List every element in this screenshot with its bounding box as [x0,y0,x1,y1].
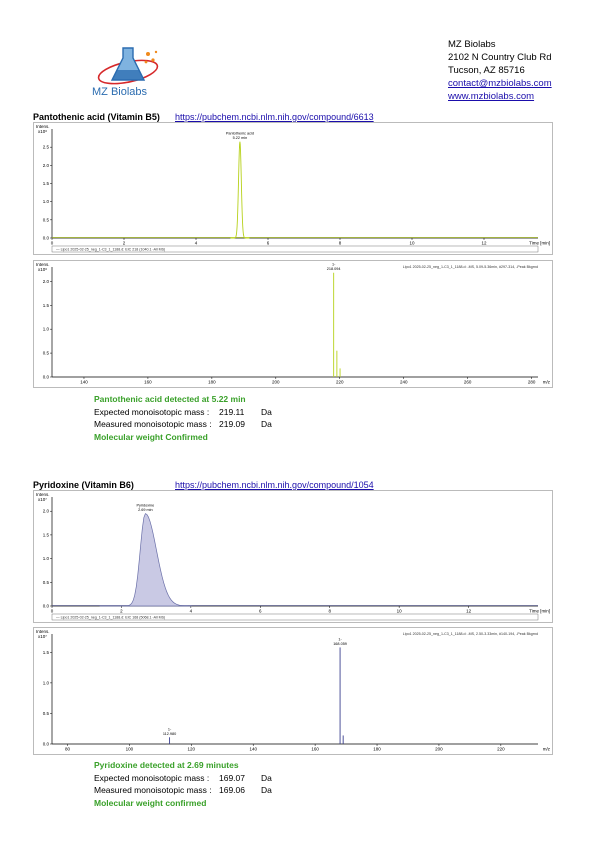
expected-mass-unit: Da [261,406,272,417]
company-website-link[interactable]: www.mzbiolabs.com [448,91,535,102]
y-axis-exponent: x10⁷ [38,497,47,502]
y-axis-label: Intens. [36,629,50,634]
y-tick-label: 1.0 [42,556,49,562]
y-tick-label: 0.5 [42,579,49,585]
peak-label-value: 5.22 min [232,136,248,141]
measured-mass-unit: Da [261,785,272,795]
chromatogram-peak [100,514,192,606]
detection-text: Pantothenic acid detected at 5.22 min [94,394,246,404]
peak-label: 1- [331,262,336,267]
pubchem-link-b5[interactable]: https://pubchem.ncbi.nlm.nih.gov/compound/6613 [175,112,374,122]
chromatogram-b6-svg [34,491,552,622]
legend-text: — Lipo1 2025-02-25_neg_1-C3_1_1188.d: EIC 168 (5068.1 -All MS) [56,615,166,620]
y-axis-exponent: x10⁶ [38,129,48,134]
x-tick-label: 10 [396,608,402,614]
y-tick-label: 1.5 [42,649,49,655]
y-tick-label: 0.0 [42,235,49,241]
x-tick-label: 160 [311,746,319,752]
y-tick-label: 2.0 [42,508,49,514]
y-tick-label: 1.0 [42,326,49,332]
y-tick-label: 0.5 [42,350,49,356]
mass-spectrum-b6 [33,627,553,755]
pubchem-link-b6[interactable]: https://pubchem.ncbi.nlm.nih.gov/compound/1054 [175,480,374,490]
x-tick-label: 220 [336,379,344,385]
x-tick-label: 140 [249,746,257,752]
logo-text: MZ Biolabs [92,86,148,98]
measured-mass-value: 219.09 [219,419,245,429]
y-axis-label: Intens. [36,124,50,129]
y-tick-label: 0.0 [42,741,49,747]
x-tick-label: 280 [527,379,536,385]
company-address-line2: Tucson, AZ 85716 [448,65,525,76]
y-tick-label: 1.5 [42,302,49,308]
legend-text: Lipo1 2025-02-25_neg_1-C3_1_1188.d: -MS, 5.09-5.36min, #297-314, -Peak Bkgrnd [402,265,538,269]
peak-label: 1- [338,637,342,642]
x-tick-label: 2 [122,240,126,246]
x-axis-label: m/z [542,379,550,385]
x-tick-label: 240 [399,379,408,385]
x-tick-label: 12 [466,608,472,614]
peak-label: Pantothenic acid [225,131,254,136]
x-tick-label: 220 [497,746,505,752]
peak-label-value: 112.980 [162,731,177,736]
peak-label-value: 2.69 min [138,508,153,513]
x-tick-label: 6 [266,240,270,246]
company-info [448,38,552,103]
chromatogram-b6 [33,490,553,623]
peak-label-value: 218.094 [326,267,341,272]
x-tick-label: 6 [259,608,262,614]
section-title-b6: Pyridoxine (Vitamin B6) [33,480,134,490]
x-tick-label: 4 [189,608,193,614]
y-tick-label: 0.0 [42,374,49,380]
x-axis-label: Time [min] [529,608,550,614]
mass-spectrum-b5-svg [34,261,552,387]
x-tick-label: 10 [409,240,415,246]
chromatogram-b5 [33,122,553,255]
x-axis-label: m/z [542,746,550,752]
expected-mass-value: 219.11 [219,406,245,417]
y-tick-label: 2.0 [42,278,49,284]
y-axis-label: Intens. [36,262,50,267]
y-tick-label: 2.0 [42,162,49,168]
y-tick-label: 0.5 [42,710,49,716]
x-tick-label: 120 [187,746,196,752]
y-tick-label: 2.5 [42,144,49,150]
x-tick-label: 260 [463,379,472,385]
y-axis-exponent: x10⁶ [38,267,48,272]
y-axis-exponent: x10⁷ [38,634,47,639]
mass-spectrum-b5 [33,260,553,388]
company-email-link[interactable]: contact@mzbiolabs.com [448,78,552,89]
x-tick-label: 4 [194,240,198,246]
y-tick-label: 1.5 [42,181,49,186]
section-title-b5: Pantothenic acid (Vitamin B5) [33,112,160,122]
x-tick-label: 0 [50,240,54,246]
measured-mass-value: 169.06 [219,785,245,795]
expected-mass-value: 169.07 [219,772,245,783]
chromatogram-peak [230,142,249,238]
x-tick-label: 140 [80,379,88,385]
x-tick-label: 2 [120,608,123,614]
legend-text: — Lipo1 2025-02-25_neg_1-C3_1_1188.d: EIC 218 (1040.1 -All MS) [56,247,166,252]
mass-spectrum-b6-svg [34,628,552,754]
peak-label-value: 168.059 [333,641,347,646]
confirmation-text: Molecular weight confirmed [94,797,207,808]
y-tick-label: 1.0 [42,199,49,205]
x-tick-label: 200 [435,746,443,752]
legend-text: Lipo1 2025-02-25_neg_1-C3_1_1188.d: -MS, 2.50-3.33min, #140-194, -Peak Bkgrnd [402,632,538,636]
chromatogram-b5-svg [34,123,552,254]
y-axis-label: Intens. [36,492,50,497]
peak-label: Pyridoxine [136,503,155,508]
detection-text: Pyridoxine detected at 2.69 minutes [94,760,239,770]
x-tick-label: 160 [144,379,152,385]
confirmation-text: Molecular weight Confirmed [94,431,208,442]
y-tick-label: 1.5 [42,532,49,538]
y-tick-label: 0.0 [42,603,49,609]
peak-label: 1- [167,727,172,732]
x-tick-label: 100 [125,746,134,752]
measured-mass-label: Measured monoisotopic mass : [94,419,212,429]
x-tick-label: 12 [481,240,487,246]
x-tick-label: 200 [272,379,280,385]
x-tick-label: 180 [373,746,381,752]
result-block-b5 [94,393,272,443]
expected-mass-unit: Da [261,772,272,783]
company-address-line1: 2102 N Country Club Rd [448,52,552,63]
expected-mass-label: Expected monoisotopic mass : [94,772,210,783]
measured-mass-label: Measured monoisotopic mass : [94,785,212,795]
company-name: MZ Biolabs [448,39,496,50]
x-tick-label: 80 [64,746,70,752]
result-block-b6 [94,759,272,809]
x-axis-label: Time [min] [529,240,550,246]
y-tick-label: 0.5 [42,217,49,223]
measured-mass-unit: Da [261,419,272,429]
y-tick-label: 1.0 [42,680,49,686]
x-tick-label: 180 [208,379,216,385]
x-tick-label: 8 [338,240,342,246]
x-tick-label: 8 [328,608,331,614]
expected-mass-label: Expected monoisotopic mass : [94,406,210,417]
x-tick-label: 0 [50,608,54,614]
